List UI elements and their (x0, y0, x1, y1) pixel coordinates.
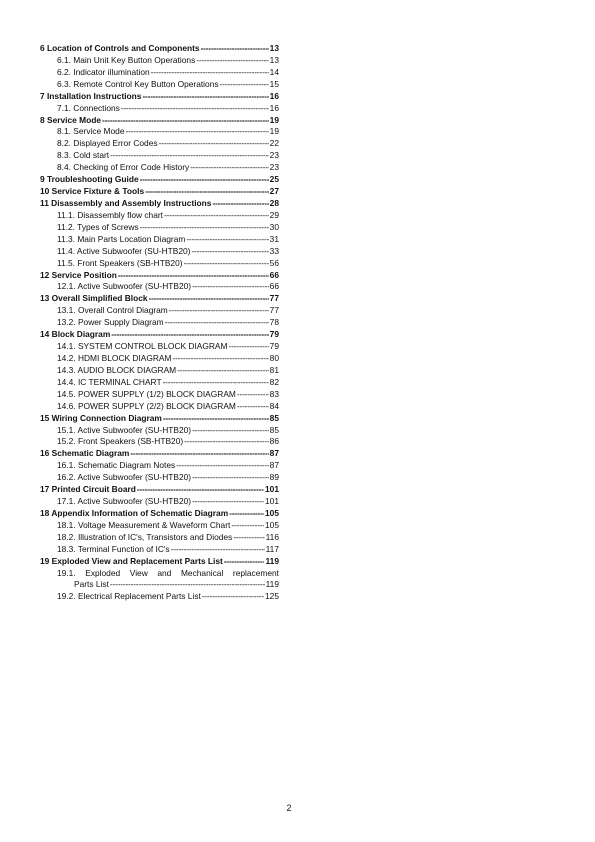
toc-dot-leader (110, 579, 265, 591)
toc-entry-page: 66 (269, 269, 279, 280)
toc-entry-label: 14.3. AUDIO BLOCK DIAGRAM (57, 364, 177, 375)
toc-entry-label: 13.1. Overall Control Diagram (57, 305, 168, 316)
toc-section-entry[interactable] (36, 508, 279, 520)
toc-entry-label: 12 Service Position (40, 269, 117, 280)
toc-subsection-entry[interactable] (36, 472, 279, 484)
toc-entry-page: 119 (265, 555, 279, 566)
toc-entry-label: 11.5. Front Speakers (SB-HTB20) (57, 257, 183, 268)
toc-entry-page: 81 (269, 364, 279, 375)
toc-entry-page: 77 (269, 305, 279, 316)
toc-entry-page: 87 (269, 448, 279, 459)
toc-dot-leader (192, 425, 269, 437)
toc-entry-label: 7.1. Connections (57, 102, 120, 113)
toc-entry-page: 85 (269, 424, 279, 435)
toc-dot-leader (173, 353, 269, 365)
toc-entry-label: 17 Printed Circuit Board (40, 484, 136, 495)
page-number: 2 (286, 803, 292, 813)
toc-dot-leader (192, 496, 264, 508)
toc-dot-leader (171, 544, 265, 556)
toc-entry-page: 105 (265, 507, 279, 518)
toc-entry-label: 13 Overall Simplified Block (40, 293, 148, 304)
toc-dot-leader (121, 103, 269, 115)
toc-entry-page: 79 (269, 329, 279, 340)
toc-entry-page: 86 (269, 436, 279, 447)
toc-entry-label: 8.4. Checking of Error Code History (57, 162, 190, 173)
toc-dot-leader (164, 210, 269, 222)
toc-subsection-entry[interactable] (36, 353, 279, 365)
toc-dot-leader (149, 293, 269, 305)
toc-section-entry[interactable] (36, 270, 279, 282)
toc-entry-label: 16 Schematic Diagram (40, 448, 130, 459)
toc-subsection-entry[interactable] (36, 138, 279, 150)
toc-subsection-entry[interactable] (36, 496, 279, 508)
toc-entry-label: 11 Disassembly and Assembly Instructions (40, 197, 212, 208)
toc-entry-label: 8.2. Displayed Error Codes (57, 138, 158, 149)
toc-subsection-entry[interactable] (36, 460, 279, 472)
toc-subsection-entry[interactable] (36, 222, 279, 234)
toc-subsection-entry[interactable] (36, 317, 279, 329)
toc-subsection-entry[interactable] (36, 281, 279, 293)
toc-entry-page: 80 (269, 352, 279, 363)
toc-entry-label: 18 Appendix Information of Schematic Diagram (40, 507, 229, 518)
toc-subsection-entry[interactable] (36, 258, 279, 270)
toc-entry-label: 9 Troubleshooting Guide (40, 174, 139, 185)
toc-entry-label: 19 Exploded View and Replacement Parts List (40, 555, 223, 566)
toc-dot-leader (140, 222, 269, 234)
toc-subsection-entry[interactable] (36, 568, 279, 580)
toc-entry-label: 6.3. Remote Control Key Button Operations (57, 78, 219, 89)
toc-subsection-entry[interactable] (36, 544, 279, 556)
toc-section-entry[interactable] (36, 329, 279, 341)
toc-entry-page: 101 (265, 484, 279, 495)
toc-entry-label: 18.1. Voltage Measurement & Waveform Chart (57, 519, 231, 530)
toc-entry-page: 79 (269, 341, 279, 352)
toc-dot-leader (118, 270, 269, 282)
toc-subsection-entry[interactable] (36, 520, 279, 532)
toc-entry-page: 119 (265, 579, 279, 590)
toc-entry-page: 116 (265, 531, 279, 542)
toc-section-entry[interactable] (36, 91, 279, 103)
toc-section-entry[interactable] (36, 413, 279, 425)
toc-section-entry[interactable] (36, 448, 279, 460)
toc-dot-leader (192, 472, 269, 484)
toc-entry-label: 8.1. Service Mode (57, 126, 125, 137)
toc-dot-leader (165, 317, 269, 329)
toc-subsection-entry[interactable] (36, 55, 279, 67)
toc-subsection-entry[interactable] (36, 579, 279, 591)
toc-entry-page: 85 (269, 412, 279, 423)
toc-entry-page: 105 (265, 519, 279, 530)
toc-subsection-entry[interactable] (36, 210, 279, 222)
toc-subsection-entry[interactable] (36, 162, 279, 174)
toc-subsection-entry[interactable] (36, 79, 279, 91)
toc-entry-page: 33 (269, 245, 279, 256)
toc-entry-page: 15 (269, 78, 279, 89)
toc-dot-leader (176, 460, 268, 472)
toc-subsection-entry[interactable] (36, 436, 279, 448)
toc-entry-label: 13.2. Power Supply Diagram (57, 317, 164, 328)
toc-subsection-entry[interactable] (36, 67, 279, 79)
toc-dot-leader (169, 305, 269, 317)
toc-entry-page: 14 (269, 66, 279, 77)
toc-entry-label: 14.4. IC TERMINAL CHART (57, 376, 162, 387)
toc-section-entry[interactable] (36, 484, 279, 496)
toc-subsection-entry[interactable] (36, 532, 279, 544)
toc-entry-page: 87 (269, 460, 279, 471)
toc-entry-page: 83 (269, 388, 279, 399)
toc-entry-page: 19 (269, 126, 279, 137)
toc-entry-page: 22 (269, 138, 279, 149)
toc-dot-leader (145, 186, 269, 198)
toc-entry-page: 13 (269, 43, 279, 53)
table-of-contents (36, 43, 279, 603)
toc-entry-label: 14 Block Diagram (40, 329, 111, 340)
toc-entry-label: 8.3. Cold start (57, 150, 110, 161)
toc-entry-page: 77 (269, 293, 279, 304)
toc-entry-label: 6.2. Indicator illumination (57, 66, 150, 77)
toc-section-entry[interactable] (36, 115, 279, 127)
toc-section-entry[interactable] (36, 556, 279, 568)
toc-entry-page: 101 (265, 496, 279, 507)
toc-entry-page: 82 (269, 376, 279, 387)
toc-subsection-entry[interactable] (36, 234, 279, 246)
toc-entry-page: 117 (265, 543, 279, 554)
toc-dot-leader (163, 413, 269, 425)
toc-dot-leader (196, 55, 268, 67)
toc-entry-label: 8 Service Mode (40, 114, 101, 125)
toc-entry-page: 23 (269, 162, 279, 173)
toc-dot-leader (224, 556, 265, 568)
toc-entry-label: 18.2. Illustration of IC's, Transistors and Diodes (57, 531, 233, 542)
toc-dot-leader (184, 258, 269, 270)
toc-dot-leader (237, 389, 269, 401)
toc-section-entry[interactable] (36, 43, 279, 55)
toc-entry-page: 19 (269, 114, 279, 125)
toc-entry-label: 17.1. Active Subwoofer (SU-HTB20) (57, 496, 192, 507)
toc-dot-leader (163, 377, 269, 389)
toc-dot-leader (201, 43, 269, 55)
toc-entry-label: 12.1. Active Subwoofer (SU-HTB20) (57, 281, 192, 292)
toc-dot-leader (142, 91, 268, 103)
toc-entry-page: 84 (269, 400, 279, 411)
toc-dot-leader (177, 365, 269, 377)
toc-subsection-entry[interactable] (36, 341, 279, 353)
toc-dot-leader (229, 341, 269, 353)
toc-entry-label: 6 Location of Controls and Components (40, 43, 200, 53)
toc-subsection-entry[interactable] (36, 246, 279, 258)
toc-dot-leader (151, 67, 269, 79)
toc-entry-label: 15.2. Front Speakers (SB-HTB20) (57, 436, 184, 447)
toc-entry-label: 7 Installation Instructions (40, 90, 142, 101)
toc-dot-leader (191, 246, 268, 258)
toc-dot-leader (231, 520, 264, 532)
toc-subsection-entry[interactable] (36, 401, 279, 413)
toc-dot-leader (137, 484, 264, 496)
toc-subsection-entry[interactable] (36, 150, 279, 162)
toc-entry-label: 15 Wiring Connection Diagram (40, 412, 162, 423)
toc-dot-leader (111, 329, 268, 341)
toc-subsection-entry[interactable] (36, 377, 279, 389)
toc-subsection-entry[interactable] (36, 305, 279, 317)
toc-entry-label: 14.1. SYSTEM CONTROL BLOCK DIAGRAM (57, 341, 228, 352)
toc-entry-page: 66 (269, 281, 279, 292)
toc-entry-label: 14.2. HDMI BLOCK DIAGRAM (57, 352, 172, 363)
toc-dot-leader (212, 198, 268, 210)
toc-entry-label: 19.1. Exploded View and Mechanical replacement (57, 567, 279, 578)
toc-entry-page: 13 (269, 54, 279, 65)
toc-dot-leader (190, 162, 268, 174)
toc-dot-leader (130, 448, 268, 460)
toc-entry-page: 30 (269, 221, 279, 232)
toc-entry-page: 89 (269, 472, 279, 483)
toc-dot-leader (110, 150, 269, 162)
toc-section-entry[interactable] (36, 293, 279, 305)
toc-entry-label: 15.1. Active Subwoofer (SU-HTB20) (57, 424, 192, 435)
toc-subsection-entry[interactable] (36, 365, 279, 377)
toc-entry-label: 11.2. Types of Screws (57, 221, 139, 232)
toc-section-entry[interactable] (36, 198, 279, 210)
toc-dot-leader (233, 532, 264, 544)
toc-entry-label: 6.1. Main Unit Key Button Operations (57, 54, 196, 65)
toc-section-entry[interactable] (36, 174, 279, 186)
toc-section-entry[interactable] (36, 186, 279, 198)
toc-entry-page: 56 (269, 257, 279, 268)
toc-entry-page: 23 (269, 150, 279, 161)
toc-entry-label: 16.1. Schematic Diagram Notes (57, 460, 176, 471)
toc-dot-leader (237, 401, 269, 413)
toc-dot-leader (220, 79, 269, 91)
toc-entry-label: 10 Service Fixture & Tools (40, 186, 145, 197)
toc-subsection-entry[interactable] (36, 126, 279, 138)
toc-dot-leader (126, 126, 269, 138)
toc-dot-leader (184, 436, 269, 448)
toc-entry-label: 19.2. Electrical Replacement Parts List (57, 591, 201, 602)
toc-subsection-entry[interactable] (36, 103, 279, 115)
toc-entry-label: 16.2. Active Subwoofer (SU-HTB20) (57, 472, 192, 483)
toc-entry-page: 16 (269, 90, 279, 101)
toc-entry-page: 29 (269, 209, 279, 220)
toc-subsection-entry[interactable] (36, 389, 279, 401)
toc-entry-label: 11.1. Disassembly flow chart (57, 209, 163, 220)
toc-entry-page: 31 (269, 233, 279, 244)
toc-entry-label: 11.4. Active Subwoofer (SU-HTB20) (57, 245, 191, 256)
toc-entry-page: 125 (265, 591, 279, 602)
toc-dot-leader (192, 281, 269, 293)
toc-entry-page: 78 (269, 317, 279, 328)
toc-entry-label: 14.6. POWER SUPPLY (2/2) BLOCK DIAGRAM (57, 400, 236, 411)
toc-dot-leader (229, 508, 264, 520)
toc-entry-page: 16 (269, 102, 279, 113)
toc-dot-leader (186, 234, 268, 246)
toc-entry-page: 25 (269, 174, 279, 185)
toc-dot-leader (102, 115, 269, 127)
toc-dot-leader (202, 591, 264, 603)
toc-subsection-entry[interactable] (36, 591, 279, 603)
toc-entry-label: 11.3. Main Parts Location Diagram (57, 233, 186, 244)
toc-entry-page: 28 (269, 197, 279, 208)
toc-dot-leader (159, 138, 269, 150)
toc-dot-leader (140, 174, 269, 186)
toc-entry-label: 18.3. Terminal Function of IC's (57, 543, 170, 554)
toc-entry-page: 27 (269, 186, 279, 197)
toc-entry-label: 14.5. POWER SUPPLY (1/2) BLOCK DIAGRAM (57, 388, 236, 399)
toc-entry-label: Parts List (74, 579, 109, 590)
toc-subsection-entry[interactable] (36, 425, 279, 437)
